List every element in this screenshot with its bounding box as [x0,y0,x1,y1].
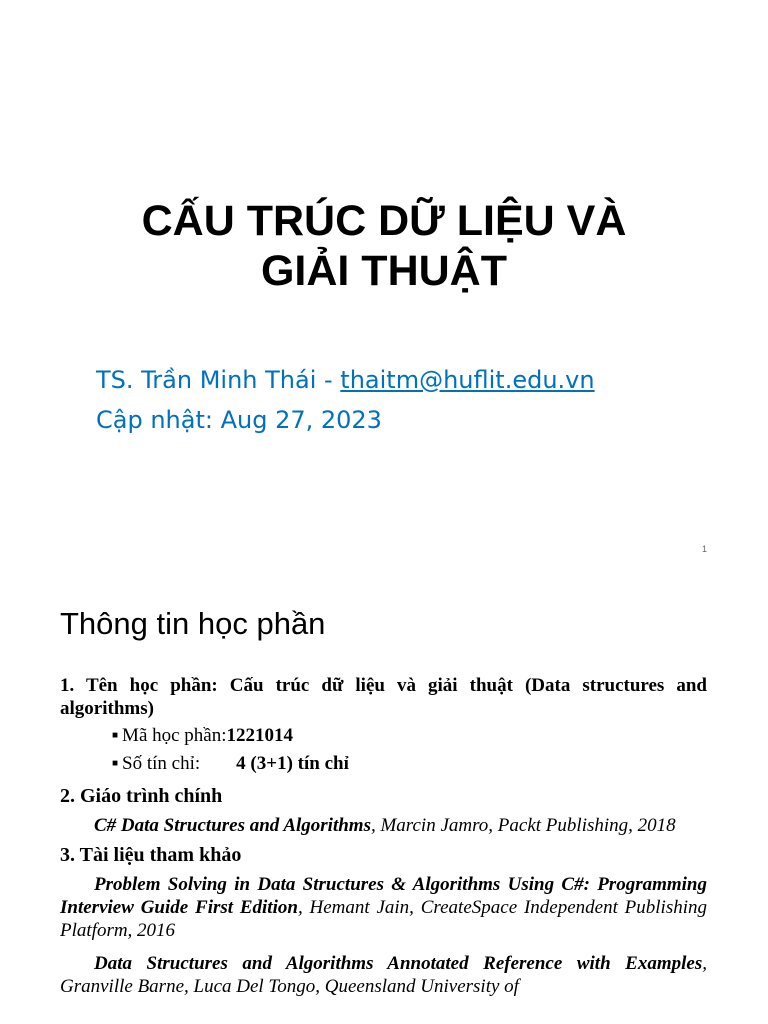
author-line [96,362,595,398]
page-number: 1 [702,544,708,554]
bullet-square-icon: ■ [112,758,119,769]
reference-1-details: , Hemant Jain, CreateSpace Independent Publishing Platform, 2016 [60,897,708,941]
main-textbook-details: , Marcin Jamro, Packt Publishing, 2018 [370,815,676,836]
bullet-square-icon: ■ [112,730,119,741]
author-name: TS. Trần Minh Thái - [96,366,341,394]
reference-1-title: Problem Solving in Data Structures & Algorithms Using C#: Programming Interview Guide First Edition [60,874,707,918]
credits-label: Số tín chỉ: [122,753,201,774]
author-email-link[interactable]: thaitm@huflit.edu.vn [340,366,595,394]
main-textbook [60,814,707,837]
title-line-1: CẤU TRÚC DỮ LIỆU VÀ [141,197,627,245]
reference-2-details: , Granville Barne, Luca Del Tongo, Queensland University of [60,953,707,997]
credits-value: 4 (3+1) tín chỉ [236,753,349,774]
slide-title [0,196,768,296]
references-heading: 3. Tài liệu tham khảo [60,844,242,866]
main-textbook-heading: 2. Giáo trình chính [60,785,223,807]
course-code-bullet [112,722,707,750]
reference-1 [60,873,707,942]
course-info-slide [0,570,768,1024]
title-line-2: GIẢI THUẬT [260,247,508,295]
course-name-item: 1. Tên học phần: Cấu trúc dữ liệu và giải thuật (Data structures and algorithms) [60,675,707,719]
reference-2-title: Data Structures and Algorithms Annotated Reference with Examples [94,953,703,974]
main-textbook-title: C# Data Structures and Algorithms [94,815,371,836]
slide-content [60,674,707,998]
slide-heading: Thông tin học phần [60,606,326,641]
updated-date: Cập nhật: Aug 27, 2023 [96,406,382,434]
credits-bullet [112,750,707,778]
reference-2 [60,952,707,998]
course-code-value: 1221014 [226,725,294,746]
course-code-label: Mã học phần: [122,725,227,746]
